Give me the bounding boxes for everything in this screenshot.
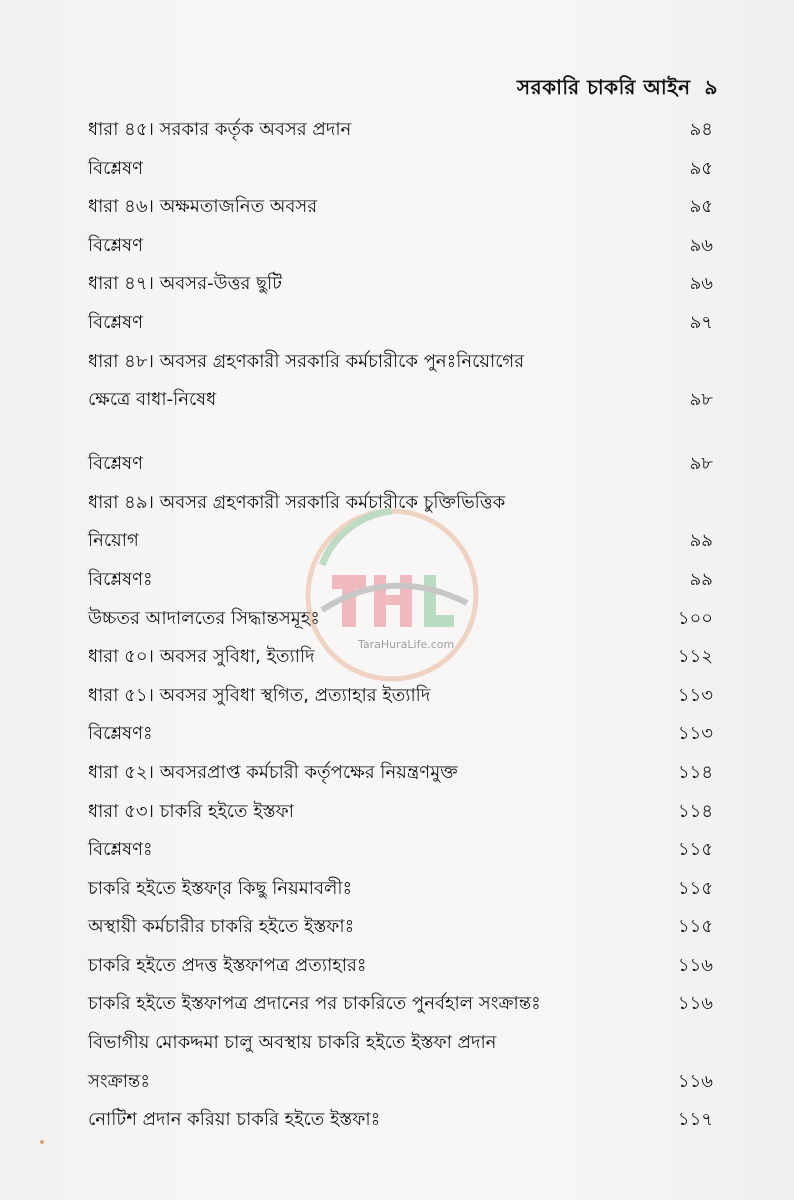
page-number: ৯ [704, 75, 718, 99]
toc-row [88, 954, 713, 978]
toc-entry-title: বিশ্লেষণ [88, 311, 143, 333]
toc-row [88, 529, 713, 553]
toc-row [88, 568, 713, 592]
toc-entry-page: ৯৯ [689, 530, 713, 552]
toc-entry-title: চাকরি হইতে প্রদত্ত ইস্তফাপত্র প্রত্যাহারঃ [88, 954, 367, 976]
toc-entry-title: ধারা ৪৭। অবসর-উত্তর ছুটি [88, 273, 282, 295]
toc-row [88, 761, 713, 785]
toc-entry-page: ৯৬ [689, 234, 713, 256]
toc-entry-title: ধারা ৪৫। সরকার কর্তৃক অবসর প্রদান [88, 119, 352, 140]
toc-entry-page: ১১৬ [677, 993, 713, 1015]
toc-entry-page: ১০০ [677, 607, 713, 629]
toc-row [88, 491, 713, 515]
toc-row [88, 800, 713, 824]
toc-row [88, 350, 713, 374]
toc-entry-page: ৯৬ [689, 273, 713, 295]
toc-entry-page: ৯৮ [689, 389, 713, 411]
toc-entry-title: চাকরি হইতে ইস্তফাপত্র প্রদানের পর চাকরিতে পুনর্বহাল সংক্রান্তঃ [88, 993, 541, 1015]
toc-entry-page: ১১৫ [677, 877, 713, 899]
toc-entry-page: ৯৫ [689, 157, 713, 179]
toc-entry-page: ১১৫ [677, 839, 713, 861]
toc-entry-title: বিশ্লেষণঃ [88, 723, 153, 745]
toc-entry-page: ৯৭ [689, 311, 713, 333]
toc-row [88, 838, 713, 862]
toc-entry-page: ১১৭ [677, 1109, 713, 1131]
toc-row [88, 1108, 713, 1132]
paper-stain [40, 1140, 44, 1144]
toc-row [88, 118, 713, 142]
toc-entry-page: ৯৯ [689, 568, 713, 590]
toc-entry-title: নোটিশ প্রদান করিয়া চাকরি হইতে ইস্তফাঃ [88, 1109, 381, 1131]
toc-entry-title: বিশ্লেষণ [88, 234, 143, 256]
toc-row [88, 452, 713, 476]
toc-entry-page: ১১৪ [677, 761, 713, 783]
toc-entry-title: বিশ্লেষণ [88, 157, 143, 179]
toc-entry-page: ১১৫ [677, 916, 713, 938]
running-header [517, 73, 718, 106]
toc-row [88, 607, 713, 631]
toc-row [88, 195, 713, 219]
toc-entry-title: নিয়োগ [88, 530, 139, 552]
toc-entry-page: ১১৩ [677, 723, 713, 745]
toc-row [88, 272, 713, 296]
toc-entry-title: ধারা ৫০। অবসর সুবিধা, ইত্যাদি [88, 646, 315, 668]
toc-row [88, 388, 713, 412]
toc-entry-page: ৯৪ [689, 119, 713, 140]
toc-entry-title: অস্থায়ী কর্মচারীর চাকরি হইতে ইস্তফাঃ [88, 916, 355, 938]
toc-entry-title: ধারা ৫২। অবসরপ্রাপ্ত কর্মচারী কর্তৃপক্ষের নিয়ন্ত্রণমুক্ত [88, 761, 458, 783]
toc-row [88, 311, 713, 335]
toc-entry-page: ১১৪ [677, 800, 713, 822]
toc-entry-page: ৯৮ [689, 453, 713, 475]
toc-row [88, 1070, 713, 1094]
toc-entry-title: বিশ্লেষণঃ [88, 839, 153, 861]
toc-row [88, 234, 713, 258]
toc-entry-title: বিশ্লেষণঃ [88, 568, 153, 590]
toc-row [88, 684, 713, 708]
book-title: সরকারি চাকরি আইন [516, 75, 691, 99]
toc-row [88, 1031, 713, 1055]
toc-entry-title: ধারা ৪৯। অবসর গ্রহণকারী সরকারি কর্মচারীকে চুক্তিভিত্তিক [88, 491, 506, 513]
toc-entry-title: ধারা ৪৮। অবসর গ্রহণকারী সরকারি কর্মচারীকে পুনঃনিয়োগের [88, 350, 525, 372]
toc-entry-title: ধারা ৫৩। চাকরি হইতে ইস্তফা [88, 800, 294, 822]
toc-entry-title: বিভাগীয় মোকদ্দমা চালু অবস্থায় চাকরি হইতে ইস্তফা প্রদান [88, 1032, 497, 1054]
toc-row [88, 915, 713, 939]
toc-row [88, 877, 713, 901]
toc-row [88, 157, 713, 181]
toc-entry-title: চাকরি হইতে ইস্তফা্র কিছু নিয়মাবলীঃ [88, 877, 353, 899]
toc-row [88, 992, 713, 1016]
toc-entry-page: ১১৬ [677, 954, 713, 976]
watermark-text: TaraHuraLife.com [358, 638, 455, 651]
toc-entry-title: সংক্রান্তঃ [88, 1070, 150, 1092]
toc-row [88, 722, 713, 746]
toc-entry-page: ১১৩ [677, 684, 713, 706]
toc-entry-title: ধারা ৪৬। অক্ষমতাজনিত অবসর [88, 196, 318, 218]
toc-entry-page: ১১২ [677, 646, 713, 668]
toc-entry-title: উচ্চতর আদালতের সিদ্ধান্তসমূহঃ [88, 607, 320, 629]
table-of-contents [88, 118, 713, 1147]
toc-entry-page: ৯৫ [689, 196, 713, 218]
toc-entry-page: ১১৬ [677, 1070, 713, 1092]
toc-entry-title: ধারা ৫১। অবসর সুবিধা স্থগিত, প্রত্যাহার ইত্যাদি [88, 684, 431, 706]
toc-entry-title: বিশ্লেষণ [88, 453, 143, 475]
toc-entry-title: ক্ষেত্রে বাধা-নিষেধ [88, 389, 217, 411]
